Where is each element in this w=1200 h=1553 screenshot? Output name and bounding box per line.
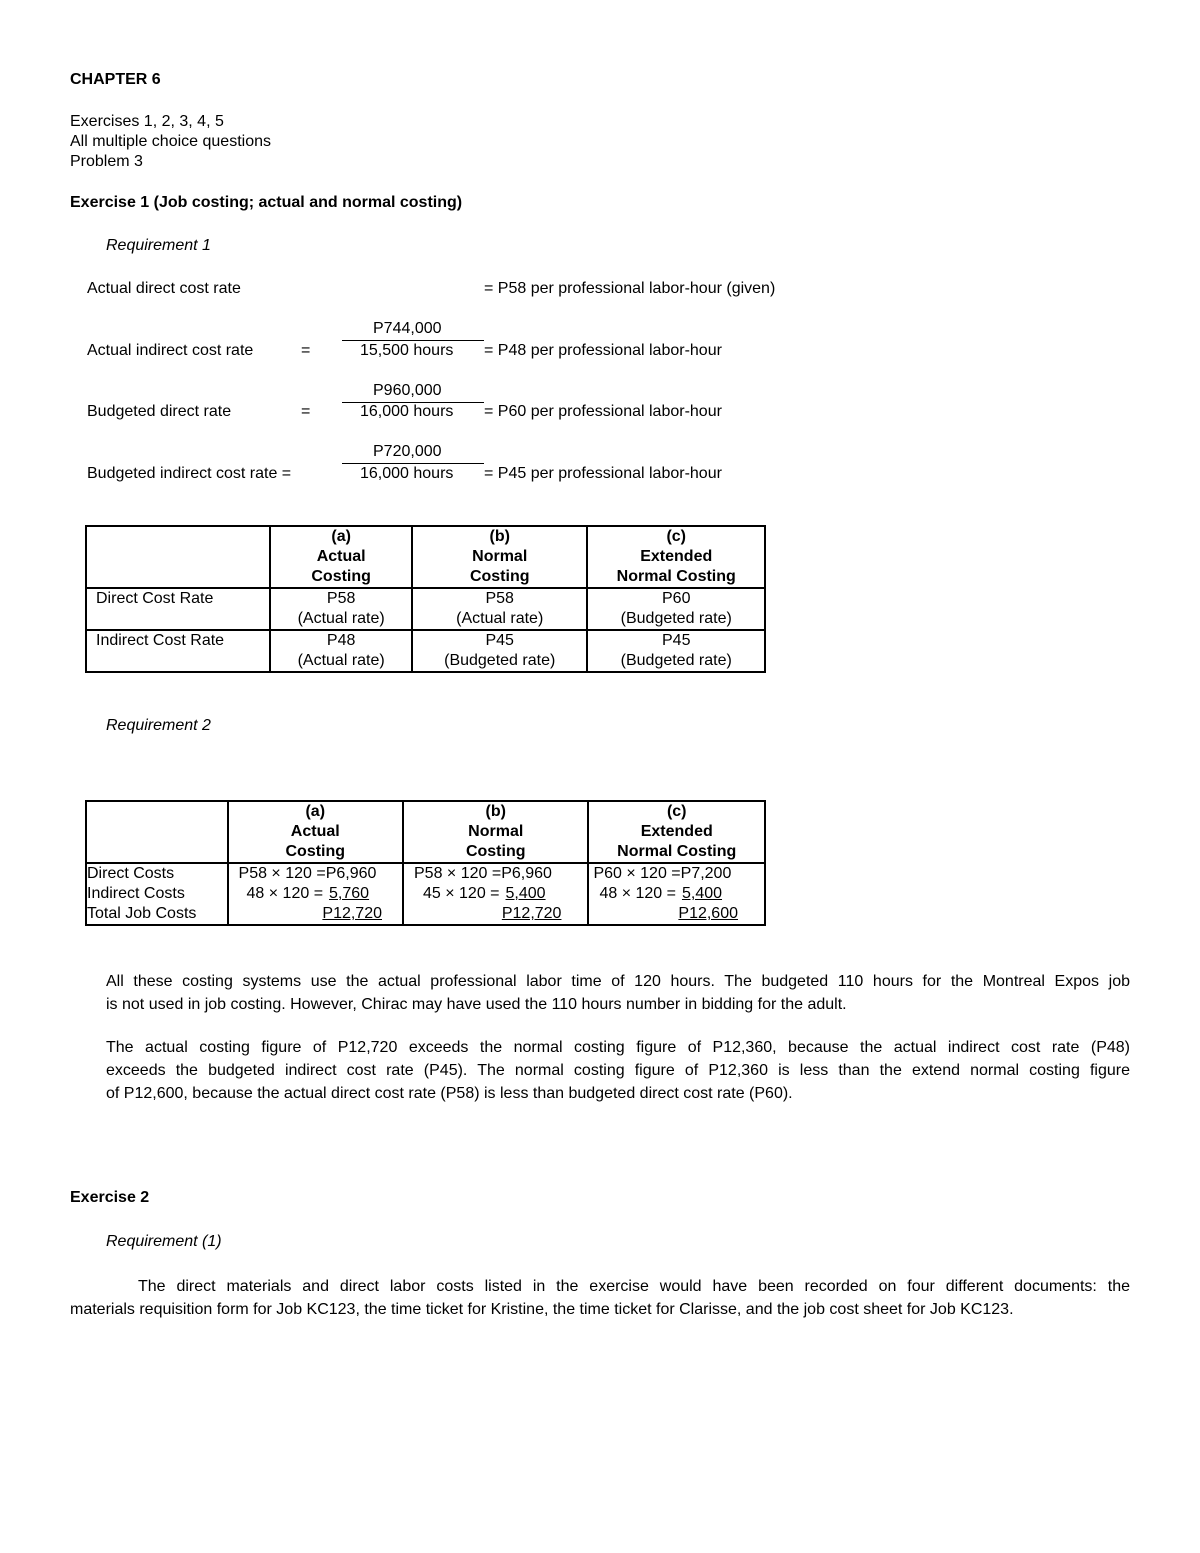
rate-label: Actual direct cost rate bbox=[87, 280, 241, 297]
assignment-line: Exercises 1, 2, 3, 4, 5 bbox=[70, 113, 224, 130]
rate-numerator: P960,000 bbox=[373, 382, 442, 399]
rate-result: = P58 per professional labor-hour (given) bbox=[484, 280, 776, 297]
paragraph-line: The direct materials and direct labor costs listed in the exercise would have been recorded on four different documents: the bbox=[138, 1278, 1130, 1295]
job-cost-table bbox=[85, 800, 766, 926]
exercise-1-heading: Exercise 1 (Job costing; actual and normal costing) bbox=[70, 194, 463, 211]
row-labels: Direct Costs Indirect Costs Total Job Costs bbox=[86, 863, 228, 925]
paragraph-line: All these costing systems use the actual professional labor time of 120 hours. The budgeted 110 hours for the Montreal Expos job bbox=[106, 973, 1130, 990]
explanation-paragraph-1 bbox=[106, 970, 1130, 1016]
rate-denominator: 15,500 hours bbox=[360, 342, 454, 359]
cost-rate-table bbox=[85, 525, 766, 673]
empty-header-cell bbox=[86, 801, 228, 863]
exercise-2-heading: Exercise 2 bbox=[70, 1189, 150, 1206]
equals-sign: = bbox=[301, 403, 311, 420]
row-label: Direct Cost Rate bbox=[86, 588, 270, 630]
assignment-line: Problem 3 bbox=[70, 153, 143, 170]
assignment-line: All multiple choice questions bbox=[70, 133, 271, 150]
table-cell: P60 (Budgeted rate) bbox=[587, 588, 765, 630]
table-cell: P48 (Actual rate) bbox=[270, 630, 412, 672]
table-row bbox=[86, 863, 765, 925]
requirement-1-label: Requirement (1) bbox=[106, 1233, 222, 1250]
table-cell: P45 (Budgeted rate) bbox=[587, 630, 765, 672]
requirement-2-label: Requirement 2 bbox=[106, 717, 211, 734]
column-header: (b) Normal Costing bbox=[403, 801, 588, 863]
table-header-row bbox=[86, 526, 765, 588]
column-header: (c) Extended Normal Costing bbox=[587, 526, 765, 588]
table-cell: P58 × 120 =P6,960 45 × 120 = 5,400 P12,720 bbox=[403, 863, 588, 925]
exercise-2-paragraph bbox=[70, 1275, 1130, 1321]
table-row bbox=[86, 588, 765, 630]
rate-label: Budgeted direct rate bbox=[87, 403, 232, 420]
column-header: (b) Normal Costing bbox=[412, 526, 588, 588]
chapter-title: CHAPTER 6 bbox=[70, 71, 161, 88]
rate-result: = P45 per professional labor-hour bbox=[484, 465, 722, 482]
table-cell: P58 (Actual rate) bbox=[412, 588, 588, 630]
requirement-1-label: Requirement 1 bbox=[106, 237, 211, 254]
column-header: (a) Actual Costing bbox=[228, 801, 403, 863]
rate-label: Actual indirect cost rate bbox=[87, 342, 254, 359]
rate-numerator: P744,000 bbox=[373, 320, 442, 337]
table-cell: P45 (Budgeted rate) bbox=[412, 630, 588, 672]
column-header: (a) Actual Costing bbox=[270, 526, 412, 588]
table-cell: P60 × 120 =P7,200 48 × 120 = 5,400 P12,600 bbox=[588, 863, 765, 925]
column-header: (c) Extended Normal Costing bbox=[588, 801, 765, 863]
paragraph-line: of P12,600, because the actual direct cost rate (P58) is less than budgeted direct cost rate (P60). bbox=[106, 1085, 793, 1102]
paragraph-line: The actual costing figure of P12,720 exceeds the normal costing figure of P12,360, because the actual indirect cost rate (P48) bbox=[106, 1039, 1130, 1056]
table-header-row bbox=[86, 801, 765, 863]
rate-numerator: P720,000 bbox=[373, 443, 442, 460]
empty-header-cell bbox=[86, 526, 270, 588]
rate-denominator: 16,000 hours bbox=[360, 403, 454, 420]
rate-result: = P60 per professional labor-hour bbox=[484, 403, 722, 420]
equals-sign: = bbox=[301, 342, 311, 359]
rate-result: = P48 per professional labor-hour bbox=[484, 342, 722, 359]
table-cell: P58 × 120 =P6,960 48 × 120 = 5,760 P12,720 bbox=[228, 863, 403, 925]
paragraph-line: materials requisition form for Job KC123, the time ticket for Kristine, the time ticket for Clarisse, and the job cost sheet for Job KC123. bbox=[70, 1301, 1014, 1318]
row-label: Indirect Cost Rate bbox=[86, 630, 270, 672]
rate-denominator: 16,000 hours bbox=[360, 465, 454, 482]
table-row bbox=[86, 630, 765, 672]
paragraph-line: is not used in job costing. However, Chirac may have used the 110 hours number in bidding for the adult. bbox=[106, 996, 847, 1013]
table-cell: P58 (Actual rate) bbox=[270, 588, 412, 630]
rate-label: Budgeted indirect cost rate = bbox=[87, 465, 292, 482]
paragraph-line: exceeds the budgeted indirect cost rate (P45). The normal costing figure of P12,360 is less than the extend normal costing figure bbox=[106, 1062, 1130, 1079]
explanation-paragraph-2 bbox=[106, 1036, 1130, 1105]
